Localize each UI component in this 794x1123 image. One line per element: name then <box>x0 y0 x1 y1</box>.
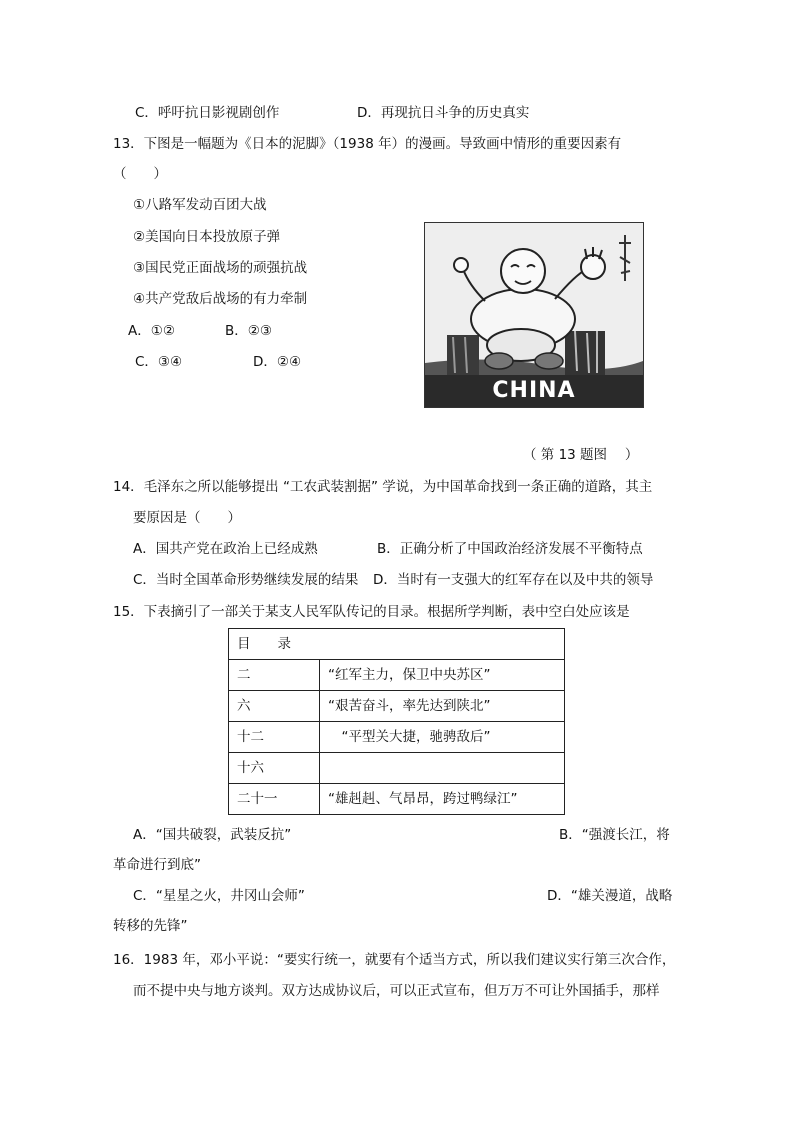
q13-item-3: ③国民党正面战场的顽强抗战 <box>133 260 308 276</box>
q15-option-a: A．“国共破裂，武装反抗” <box>133 827 292 843</box>
q12-option-c: C．呼吁抗日影视剧创作 <box>135 105 280 121</box>
chapter-cell: 十六 <box>229 753 320 784</box>
q14-stem-line2: 要原因是（ ） <box>133 510 241 526</box>
cartoon-japans-clay-feet <box>424 222 644 408</box>
q13-figure-caption: （ 第 13 题图 ） <box>523 447 639 463</box>
table-row <box>229 660 565 691</box>
title-cell: “艰苦奋斗，率先达到陕北” <box>320 691 565 722</box>
q13-option-b: B．②③ <box>225 323 272 339</box>
q14-option-c: C．当时全国革命形势继续发展的结果 <box>133 572 359 588</box>
q12-option-d: D．再现抗日斗争的历史真实 <box>357 105 530 121</box>
q16-line2: 而不提中央与地方谈判。双方达成协议后，可以正式宣布，但万万不可让外国插手，那样 <box>133 983 660 999</box>
title-cell: “雄赳赳、气昂昂，跨过鸭绿江” <box>320 784 565 815</box>
q14-stem-line1: 14．毛泽东之所以能够提出 “工农武装割据” 学说，为中国革命找到一条正确的道路，其主 <box>113 479 653 495</box>
q13-stem: 13．下图是一幅题为《日本的泥脚》（1938 年）的漫画。导致画中情形的重要因素有 <box>113 136 622 152</box>
q13-option-c: C．③④ <box>135 354 183 370</box>
chapter-cell: 六 <box>229 691 320 722</box>
chapter-cell: 二 <box>229 660 320 691</box>
title-cell: “红军主力，保卫中央苏区” <box>320 660 565 691</box>
q15-option-b-continued: 革命进行到底” <box>113 857 201 873</box>
q13-option-a: A．①② <box>128 323 175 339</box>
table-row <box>229 722 565 753</box>
chapter-cell: 二十一 <box>229 784 320 815</box>
q16-line1: 16．1983 年，邓小平说：“要实行统一，就要有个适当方式，所以我们建议实行第三次合作， <box>113 952 676 968</box>
q14-option-a: A．国共产党在政治上已经成熟 <box>133 541 318 557</box>
cartoon-illustration <box>425 223 643 407</box>
q14-option-b: B．正确分析了中国政治经济发展不平衡特点 <box>377 541 643 557</box>
q13-item-4: ④共产党敌后战场的有力牵制 <box>133 291 308 307</box>
blank-title-cell <box>320 753 565 784</box>
q14-option-d: D．当时有一支强大的红军存在以及中共的领导 <box>373 572 654 588</box>
q13-answer-blank: （ ） <box>113 166 167 182</box>
title-cell: “平型关大捷，驰骋敌后” <box>320 722 565 753</box>
q13-item-2: ②美国向日本投放原子弹 <box>133 229 281 245</box>
table-row <box>229 753 565 784</box>
q13-item-1: ①八路军发动百团大战 <box>133 197 267 213</box>
q15-stem: 15．下表摘引了一部关于某支人民军队传记的目录。根据所学判断，表中空白处应该是 <box>113 604 630 620</box>
q15-toc-table <box>228 628 565 815</box>
table-header: 目 录 <box>229 629 565 660</box>
q15-option-b: B．“强渡长江，将 <box>559 827 670 843</box>
q15-option-c: C．“星星之火，井冈山会师” <box>133 888 305 904</box>
table-row <box>229 691 565 722</box>
table-row <box>229 784 565 815</box>
cartoon-label-china: CHINA <box>492 378 576 403</box>
chapter-cell: 十二 <box>229 722 320 753</box>
q15-option-d-continued: 转移的先锋” <box>113 918 188 934</box>
table-header-row <box>229 629 565 660</box>
q13-option-d: D．②④ <box>253 354 302 370</box>
q15-option-d: D．“雄关漫道，战略 <box>547 888 673 904</box>
